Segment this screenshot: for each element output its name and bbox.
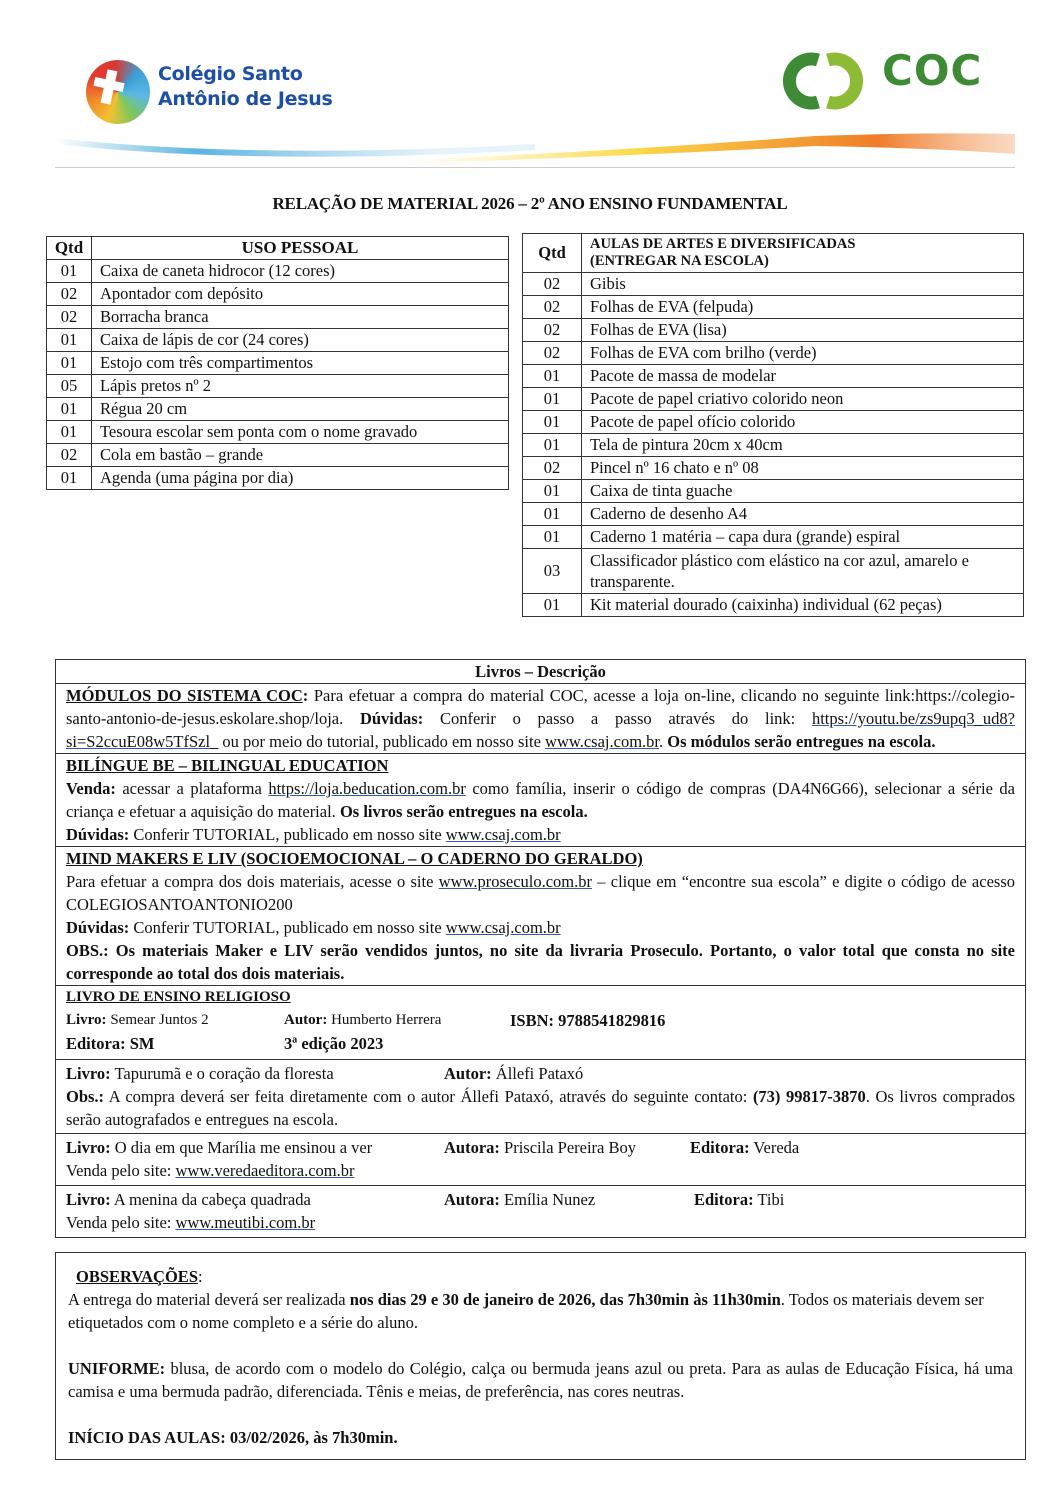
bilingue-text: acessar a plataforma <box>115 779 269 798</box>
uniform-info <box>68 1357 1013 1403</box>
page-title: RELAÇÃO DE MATERIAL 2026 – 2º ANO ENSINO FUNDAMENTAL <box>272 194 788 213</box>
author-label: Autor: <box>284 1012 328 1028</box>
row-item: Tela de pintura 20cm x 40cm <box>582 434 1024 457</box>
publisher-label: Editora: <box>694 1190 754 1209</box>
row-qtd: 02 <box>47 444 92 467</box>
table-row <box>523 480 1024 503</box>
author-label: Autora: <box>444 1138 500 1157</box>
row-qtd: 01 <box>47 467 92 490</box>
doubts-label: Dúvidas: <box>359 709 424 728</box>
table-row <box>47 260 509 283</box>
row-item: Agenda (uma página por dia) <box>92 467 509 490</box>
book-name: Tapurumã e o coração da floresta <box>110 1064 334 1083</box>
csaj-site-link[interactable]: www.csaj.com.br <box>445 918 561 937</box>
row-qtd: 01 <box>523 594 582 617</box>
book-label: Livro: <box>66 1012 107 1028</box>
row-item: Folhas de EVA (felpuda) <box>582 296 1024 319</box>
author-name: Humberto Herrera <box>327 1012 442 1028</box>
coc-mark-icon <box>778 50 872 112</box>
row-item: Caixa de caneta hidrocor (12 cores) <box>92 260 509 283</box>
colon: : <box>302 686 309 705</box>
row-qtd: 01 <box>523 388 582 411</box>
coc-text: Conferir o passo a passo através do link: <box>423 709 812 728</box>
doubts-label: Dúvidas: <box>66 825 130 844</box>
item-header-line2: (ENTREGAR NA ESCOLA) <box>590 253 769 269</box>
school-logo <box>86 56 396 126</box>
csaj-site-link[interactable]: www.csaj.com.br <box>445 825 561 844</box>
table-header-row <box>523 234 1024 273</box>
row-item: Cola em bastão – grande <box>92 444 509 467</box>
sale-label: Venda: <box>66 779 116 798</box>
row-qtd: 01 <box>523 526 582 549</box>
table-row <box>523 526 1024 549</box>
observations-box <box>55 1252 1026 1460</box>
publisher: Editora: SM <box>66 1034 155 1053</box>
table-row <box>47 329 509 352</box>
book-label: Livro: <box>66 1064 111 1083</box>
books-section <box>55 659 1026 1238</box>
obs-label: Obs.: <box>66 1087 105 1106</box>
row-item: Tesoura escolar sem ponta com o nome gravado <box>92 421 509 444</box>
proseculo-link[interactable]: www.proseculo.com.br <box>438 872 593 891</box>
table-row <box>523 594 1024 617</box>
qtd-header: Qtd <box>523 234 582 273</box>
table-row <box>47 306 509 329</box>
row-item: Classificador plástico com elástico na cor azul, amarelo e transparente. <box>582 549 1024 594</box>
book-menina <box>56 1185 1025 1237</box>
row-item: Caixa de tinta guache <box>582 480 1024 503</box>
table-row <box>523 549 1024 594</box>
isbn: ISBN: 9788541829816 <box>510 1011 666 1030</box>
row-item: Pincel nº 16 chato e nº 08 <box>582 457 1024 480</box>
table-row <box>523 296 1024 319</box>
colon: : <box>198 1267 203 1286</box>
mind-makers-title: MIND MAKERS E LIV (SOCIOEMOCIONAL – O CADERNO DO GERALDO) <box>66 849 643 868</box>
school-emblem-icon <box>86 60 150 124</box>
row-item: Estojo com três compartimentos <box>92 352 509 375</box>
religious-book-section <box>56 985 1025 1059</box>
book-name: Semear Juntos 2 <box>106 1012 209 1028</box>
coc-logo <box>778 46 998 116</box>
mind-makers-obs: OBS.: Os materiais Maker e LIV serão vendidos juntos, no site da livraria Proseculo. Portanto, o valor total que consta no site corresponde ao total dos dois materiais. <box>66 941 1015 983</box>
row-qtd: 02 <box>523 342 582 365</box>
doubts-text: Conferir TUTORIAL, publicado em nosso site <box>129 918 446 937</box>
table-row <box>523 503 1024 526</box>
book-name: O dia em que Marília me ensinou a ver <box>110 1138 373 1157</box>
school-name-line1: Colégio Santo <box>158 63 303 85</box>
books-heading: Livros – Descrição <box>475 662 606 681</box>
table-row <box>523 273 1024 296</box>
bilingue-delivery-note: Os livros serão entregues na escola. <box>339 802 588 821</box>
row-item: Caderno 1 matéria – capa dura (grande) espiral <box>582 526 1024 549</box>
school-name-line2: Antônio de Jesus <box>158 88 333 110</box>
row-item: Pacote de papel ofício colorido <box>582 411 1024 434</box>
sale-text: Venda pelo site: <box>66 1161 176 1180</box>
row-qtd: 01 <box>47 352 92 375</box>
delivery-text: A entrega do material deverá ser realizada <box>68 1290 350 1309</box>
table-header-row <box>47 237 509 260</box>
table-row <box>47 467 509 490</box>
bilingue-title: BILÍNGUE BE – BILINGUAL EDUCATION <box>66 756 389 775</box>
qtd-header: Qtd <box>47 237 92 260</box>
row-qtd: 05 <box>47 375 92 398</box>
row-qtd: 01 <box>47 260 92 283</box>
header-swoosh <box>55 130 1015 170</box>
row-item: Gibis <box>582 273 1024 296</box>
book-name: A menina da cabeça quadrada <box>110 1190 311 1209</box>
coc-delivery-note: Os módulos serão entregues na escola. <box>667 732 936 751</box>
row-qtd: 01 <box>523 480 582 503</box>
mind-makers-text: Para efetuar a compra dos dois materiais, acesse o site <box>66 872 439 891</box>
author-name: Állefi Pataxó <box>491 1064 584 1083</box>
observations-title: OBSERVAÇÕES <box>76 1267 198 1286</box>
delivery-text: . Todos os materiais devem ser etiquetados com o nome completo e a série do aluno. <box>68 1290 984 1332</box>
coc-modules-title: MÓDULOS DO SISTEMA COC <box>66 686 303 705</box>
coc-logo-text: COC <box>882 46 983 95</box>
row-item: Kit material dourado (caixinha) individual (62 peças) <box>582 594 1024 617</box>
table-row <box>523 365 1024 388</box>
header-divider <box>55 167 1015 168</box>
row-qtd: 01 <box>523 503 582 526</box>
author-label: Autora: <box>444 1190 500 1209</box>
arts-materials-table <box>522 233 1024 617</box>
table-row <box>47 444 509 467</box>
table-row <box>47 375 509 398</box>
table-row <box>47 283 509 306</box>
row-item: Régua 20 cm <box>92 398 509 421</box>
csaj-site-link[interactable]: www.csaj.com.br <box>545 732 659 751</box>
row-qtd: 01 <box>47 329 92 352</box>
obs-text: . Os livros comprados serão autografados e entregues na escola. <box>66 1087 1015 1129</box>
row-qtd: 01 <box>523 365 582 388</box>
delivery-dates: nos dias 29 e 30 de janeiro de 2026, das 7h30min às 11h30min <box>349 1290 781 1309</box>
book-label: Livro: <box>66 1138 111 1157</box>
bilingue-section <box>56 753 1025 846</box>
item-header <box>582 234 1024 273</box>
book-marilia <box>56 1133 1025 1185</box>
row-item: Folhas de EVA com brilho (verde) <box>582 342 1024 365</box>
meutibi-link[interactable]: www.meutibi.com.br <box>175 1213 316 1232</box>
row-qtd: 02 <box>523 319 582 342</box>
publisher-name: Vereda <box>749 1138 800 1157</box>
table-row <box>523 411 1024 434</box>
obs-text: A compra deverá ser feita diretamente com o autor Állefi Pataxó, através do seguinte contato: <box>104 1087 753 1106</box>
youtube-link[interactable]: https://youtu.be/zs9upq3_ud8?si=S2ccuE08w5TfSzl_ <box>66 709 1015 751</box>
row-qtd: 03 <box>523 549 582 594</box>
row-qtd: 02 <box>523 296 582 319</box>
row-item: Folhas de EVA (lisa) <box>582 319 1024 342</box>
row-qtd: 02 <box>523 273 582 296</box>
row-qtd: 02 <box>523 457 582 480</box>
beducation-link[interactable]: https://loja.beducation.com.br <box>268 779 466 798</box>
classes-start: INÍCIO DAS AULAS: 03/02/2026, às 7h30min. <box>68 1428 398 1447</box>
doubts-text: Conferir TUTORIAL, publicado em nosso site <box>129 825 446 844</box>
book-label: Livro: <box>66 1190 111 1209</box>
publisher-name: Tibi <box>753 1190 785 1209</box>
school-name <box>158 62 332 112</box>
row-qtd: 01 <box>47 398 92 421</box>
delivery-info <box>68 1288 1013 1334</box>
table-row <box>47 352 509 375</box>
row-item: Pacote de massa de modelar <box>582 365 1024 388</box>
religious-title: LIVRO DE ENSINO RELIGIOSO <box>66 989 291 1005</box>
row-item: Pacote de papel criativo colorido neon <box>582 388 1024 411</box>
row-item: Caixa de lápis de cor (24 cores) <box>92 329 509 352</box>
row-item: Lápis pretos nº 2 <box>92 375 509 398</box>
item-header-line1: AULAS DE ARTES E DIVERSIFICADAS <box>590 236 856 252</box>
table-row <box>47 421 509 444</box>
table-row <box>523 434 1024 457</box>
row-qtd: 01 <box>47 421 92 444</box>
row-qtd: 01 <box>523 411 582 434</box>
uniform-text: blusa, de acordo com o modelo do Colégio, calça ou bermuda jeans azul ou preta. Para as aulas de Educação Física, há uma camisa e uma bermuda padrão, diferenciada. Tênis e meias, de preferência, nas cores neutras. <box>68 1359 1013 1401</box>
row-qtd: 01 <box>523 434 582 457</box>
book-tapuruma <box>56 1059 1025 1133</box>
row-item: Caderno de desenho A4 <box>582 503 1024 526</box>
table-row <box>523 319 1024 342</box>
table-row <box>523 457 1024 480</box>
item-header: USO PESSOAL <box>92 237 509 260</box>
vereda-link[interactable]: www.veredaeditora.com.br <box>175 1161 355 1180</box>
author-name: Emília Nunez <box>499 1190 596 1209</box>
row-qtd: 02 <box>47 306 92 329</box>
contact-phone: (73) 99817-3870 <box>752 1087 866 1106</box>
author-label: Autor: <box>444 1064 492 1083</box>
doubts-label: Dúvidas: <box>66 918 130 937</box>
mind-makers-section <box>56 846 1025 985</box>
sale-text: Venda pelo site: <box>66 1213 176 1232</box>
personal-materials-table <box>46 236 509 490</box>
author-name: Priscila Pereira Boy <box>499 1138 636 1157</box>
table-row <box>523 388 1024 411</box>
coc-text: Para efetuar a compra do material COC, acesse a loja on-line, clicando no seguinte link:https://colegio-santo-antonio-de-jesus.eskolare.shop/loja. <box>66 686 1015 728</box>
table-row <box>523 342 1024 365</box>
row-qtd: 02 <box>47 283 92 306</box>
coc-modules-section <box>56 683 1025 753</box>
publisher-label: Editora: <box>690 1138 750 1157</box>
uniform-label: UNIFORME: <box>68 1359 166 1378</box>
edition: 3ª edição 2023 <box>284 1034 384 1053</box>
table-row <box>47 398 509 421</box>
row-item: Borracha branca <box>92 306 509 329</box>
coc-text: ou por meio do tutorial, publicado em nosso site <box>218 732 546 751</box>
coc-text: . <box>659 732 668 751</box>
row-item: Apontador com depósito <box>92 283 509 306</box>
bilingue-text: como família, inserir o código de compras (DA4N6G66), selecionar a série da criança e efetuar a aquisição do material. <box>66 779 1015 821</box>
mind-makers-text: – clique em “encontre sua escola” e digite o código de acesso COLEGIOSANTOANTONIO200 <box>66 872 1015 914</box>
